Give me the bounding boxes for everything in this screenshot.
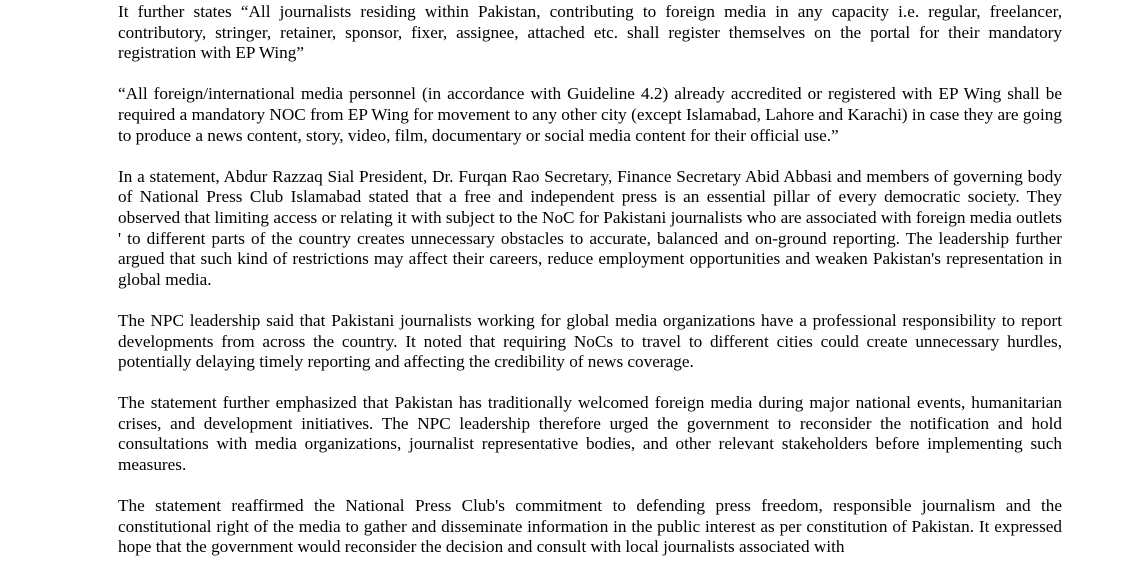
paragraph-press-freedom-commitment: The statement reaffirmed the National Press Club's commitment to defending press freedom, responsible journalism and the constitutional right of the media to gather and disseminate information in the public interest as per constitution of Pakistan. It expressed hope that the government would reconsider the decision and consult with local journalists associated with xyxy=(118,496,1062,557)
paragraph-noc-requirement: “All foreign/international media personnel (in accordance with Guideline 4.2) already accredited or registered with EP Wing shall be required a mandatory NOC from EP Wing for movement to any other city (except Islamabad, Lahore and Karachi) in case they are going to produce a news content, story, video, film, documentary or social media content for their official use.” xyxy=(118,84,1062,145)
paragraph-registration-requirement: It further states “All journalists residing within Pakistan, contributing to foreign media in any capacity i.e. regular, freelancer, contributory, stringer, retainer, sponsor, fixer, assignee, attached etc. shall register themselves on the portal for their mandatory registration with EP Wing” xyxy=(118,2,1062,63)
paragraph-npc-statement: In a statement, Abdur Razzaq Sial President, Dr. Furqan Rao Secretary, Finance Secretary Abid Abbasi and members of governing body of National Press Club Islamabad stated that a free and independent press is an essential pillar of every democratic society. They observed that limiting access or relating it with subject to the NoC for Pakistani journalists who are associated with foreign media outlets ' to different parts of the country creates unnecessary obstacles to accurate, balanced and on-ground reporting. The leadership further argued that such kind of restrictions may affect their careers, reduce employment opportunities and weaken Pakistan's representation in global media. xyxy=(118,166,1062,289)
document-page xyxy=(118,2,1062,579)
paragraph-professional-responsibility: The NPC leadership said that Pakistani journalists working for global media organizations have a professional responsibility to report developments from across the country. It noted that requiring NoCs to travel to different cities could create unnecessary hurdles, potentially delaying timely reporting and affecting the credibility of news coverage. xyxy=(118,310,1062,372)
paragraph-foreign-media-welcome: The statement further emphasized that Pakistan has traditionally welcomed foreign media during major national events, humanitarian crises, and development initiatives. The NPC leadership therefore urged the government to reconsider the notification and hold consultations with media organizations, journalist representative bodies, and other relevant stakeholders before implementing such measures. xyxy=(118,393,1062,475)
